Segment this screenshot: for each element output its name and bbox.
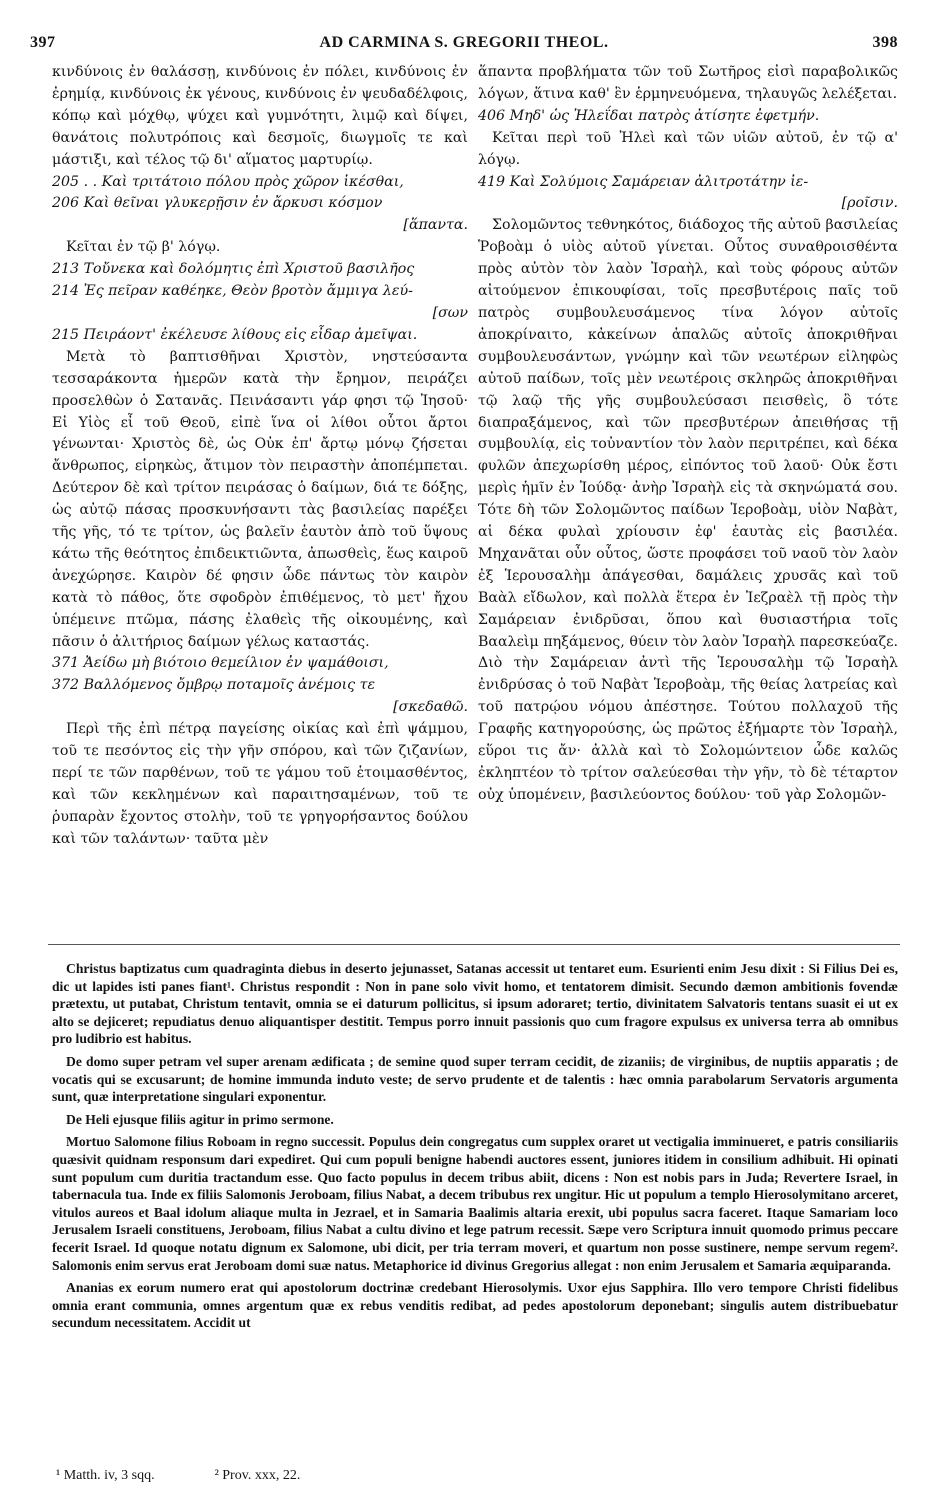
- verse-line: 371 Ἀείδω μὴ βιότοιο θεμείλιον ἐν ψαμάθοισι,: [52, 655, 389, 672]
- footnote: ² Prov. xxx, 22.: [214, 1468, 301, 1483]
- verse-line: 215 Πειράοντ' ἐκέλευσε λίθους εἰς εἶδαρ ἀμεῖψαι.: [52, 326, 418, 343]
- verse-continuation: [σκεδαθῶ.: [393, 699, 468, 716]
- greek-column-left: [52, 62, 468, 851]
- commentary-paragraph: Κεῖται ἐν τῷ β' λόγῳ.: [66, 239, 221, 256]
- verse-line: 206 Καὶ θεῖναι γλυκερῇσιν ἐν ἄρκυσι κόσμον: [52, 195, 383, 212]
- commentary-paragraph: ἅπαντα προβλήματα τῶν τοῦ Σωτῆρος εἰσὶ παραβολικῶς λόγων, ἅτινα καθ' ἓν ἑρμηνευόμενα, τηλαυγῶς λελέξεται.: [478, 64, 898, 102]
- footnotes: [56, 1468, 656, 1484]
- latin-paragraph: Mortuo Salomone filius Roboam in regno successit. Populus dein congregatus cum supplex oraret ut vectigalia imminueret, e patris consiliariis quæsivit quidnam responsum dari expediret. Qui cum populi benigne habendi auctores essent, juniores itidem in consilium adhibuit. Hi opinati sunt populum cum duritia tractandum esse. Quo facto populus in decem tribus abiit, dicens : Non est nobis pars in Juda; Revertere Israel, in tabernacula tua. Inde ex filiis Salomonis Jeroboam, filius Nabat, a decem tribubus rex ungitur. Hic ut populum a templo Hierosolymitano arceret, vitulos aureos et Baal idolum aliaque multa in Jezrael, et in Samaria Baalimis altaria erexit, ubi populus sacra faceret. Itaque Samariam loco Jerusalem Israeli constituens, Jeroboam, filius Nabat a cultu divino et lege patrum recessit. Sæpe vero Scriptura innuit quomodo primus peccare fecerit Israel. Id quoque notatu dignum ex Salomone, ubi dicit, per tria terram moveri, et quartum non posse sustinere, nempe servum regem². Salomonis enim servus erat Jeroboam domi suæ natus. Metaphorice id divinus Gregorius allegat : non enim Jerusalem et Samaria æquiparanda.: [52, 1134, 898, 1273]
- commentary-paragraph: Σολομῶντος τεθνηκότος, διάδοχος τῆς αὐτοῦ βασιλείας Ῥοβοὰμ ὁ υἱὸς αὐτοῦ γίνεται. Οὗτος συναθροισθέντα πρὸς αὐτὸν τὸν λαὸν Ἰσραὴλ, καὶ τοὺς φόρους αὐτῶν αἰτούμενον ἐπικουφίσαι, τοῖς πρεσβυτέροις παῖς τοῦ πατρὸς συμβουλευσάμενος τίνα λόγον αὐτοῖς ἀποκρίναιτο, κἀκείνων ἁπαλῶς αὐτοῖς ἀποκριθῆναι συμβουλευσάντων, γνώμην καὶ τῶν νεωτέρων εἰληφὼς αὐτοῦ παίδων, τοῖς μὲν νεωτέροις σκληρῶς ἀποκριθῆναι τῷ λαῷ τῆς γῆς συμβουλεύσασι πεισθεὶς, ὃ τότε διαπραξάμενος, καὶ τῶν πρεσβυτέρων ἀπειθήσας τῇ συμβουλίᾳ, εἰς τοὐναντίον τὸν λαὸν περιτρέπει, καὶ δέκα φυλῶν ἀπεχωρίσθη μέρος, εἰπόντος τοῦ λαοῦ· Οὐκ ἔστι μερὶς ἡμῖν ἐν Ἰούδᾳ· ἀνὴρ Ἰσραὴλ εἰς τὰ σκηνώματά σου. Τότε δὴ τῶν Σολομῶντος παίδων Ἱεροβοὰμ, υἱὸν Ναβὰτ, αἱ δέκα φυλαὶ χρίουσιν ἐφ' ἑαυτὰς εἰς βασιλέα. Μηχανᾶται οὖν οὗτος, ὥστε προφάσει τοῦ ναοῦ τὸν λαὸν ἐξ Ἱερουσαλὴμ ἀπάγεσθαι, δαμάλεις χρυσᾶς καὶ τοῦ Βαὰλ εἴδωλον, καὶ πολλὰ ἕτερα ἐν Ἰεζραὲλ τῇ πρὸς τὴν Σαμάρειαν ἐνιδρῦσαι, ὅπου καὶ θυσιαστήρια τοῖς Βααλεὶμ πηξάμενος, θύειν τὸν λαὸν Ἰσραὴλ παρεσκεύαζε. Διὸ τὴν Σαμάρειαν ἀντὶ τῆς Ἱερουσαλὴμ τῷ Ἰσραὴλ ἐνιδρύσας ὁ τοῦ Ναβὰτ Ἱεροβοὰμ, τῆς θείας λατρείας καὶ τοῦ πατρῴου νόμου ἀπέστησε. Τούτου πολλαχοῦ τῆς Γραφῆς κατηγορούσης, ὡς πρῶτος ἐξήμαρτε τὸν Ἰσραὴλ, εὕροι τις ἄν· ἀλλὰ καὶ τὸ Σολομώντειον ὧδε καλῶς ἐκληπτέον τὸ τρίτον σαλεύεσθαι τὴν γῆν, τὸ δὲ τέταρτον οὐχ ὑπομένειν, βασιλεύοντος δούλου· τοῦ γὰρ Σολομῶν-: [478, 217, 898, 803]
- page-number-right: 398: [872, 34, 898, 51]
- commentary-paragraph: Περὶ τῆς ἐπὶ πέτρᾳ παγείσης οἰκίας καὶ ἐπὶ ψάμμου, τοῦ τε πεσόντος εἰς τὴν γῆν σπόρου, καὶ τῶν ζιζανίων, περί τε τῶν παρθένων, τοῦ τε γάμου τοῦ ἑτοιμασθέντος, καὶ τῶν κεκλημένων καὶ παραιτησαμένων, τοῦ τε ῥυπαρὰν ἔχοντος στολὴν, τοῦ τε γρηγορήσαντος δούλου καὶ τῶν ταλάντων· ταῦτα μὲν: [52, 721, 468, 847]
- page-number-left: 397: [30, 34, 56, 51]
- running-header: [30, 34, 898, 56]
- section-divider: [48, 944, 900, 945]
- commentary-paragraph: κινδύνοις ἐν θαλάσσῃ, κινδύνοις ἐν πόλει, κινδύνοις ἐν ἐρημίᾳ, κινδύνοις ἐκ γένους, κινδύνοις ἐν ψευδαδέλφοις, κόπῳ καὶ μόχθῳ, ψύχει καὶ γυμνότητι, λιμῷ καὶ δίψει, θανάτοις πολυτρόποις καὶ δεσμοῖς, διωγμοῖς τε καὶ μάστιξι, καὶ τέλος τῷ δι' αἵματος μαρτυρίῳ.: [52, 64, 468, 168]
- verse-line: 214 Ἐς πεῖραν καθέηκε, Θεὸν βροτὸν ἄμμιγα λεύ-: [52, 283, 413, 300]
- verse-continuation: [ροῖσιν.: [841, 195, 898, 212]
- latin-translation: [52, 960, 898, 1337]
- verse-line: 205 . . Καὶ τριτάτοιο πόλου πρὸς χῶρον ἱκέσθαι,: [52, 173, 404, 190]
- commentary-paragraph: Μετὰ τὸ βαπτισθῆναι Χριστὸν, νηστεύσαντα τεσσαράκοντα ἡμερῶν κατὰ τὴν ἔρημον, πειράζει προσελθὼν ὁ Σατανᾶς. Πεινάσαντι γάρ φησι τῷ Ἰησοῦ· Εἰ Υἱὸς εἶ τοῦ Θεοῦ, εἰπὲ ἵνα οἱ λίθοι οὗτοι ἄρτοι γένωνται· Χριστὸς δὲ, ὡς Οὐκ ἐπ' ἄρτῳ μόνῳ ζήσεται ἄνθρωπος, εἰρηκὼς, ἄτιμον τὸν πειραστὴν ἀποπέμπεται. Δεύτερον δὲ καὶ τρίτον πειράσας ὁ δαίμων, διά τε δόξης, ὡς αὐτῷ πάσας προσκυνήσαντι τὰς βασιλείας παρέξει τῆς γῆς, τό τε τρίτον, ὡς βαλεῖν ἑαυτὸν ἀπὸ τοῦ ὕψους κάτω τῆς θεότητος ἐπιδεικτιῶντα, ἀπωσθεὶς, ἕως καιροῦ ἀνεχώρησε. Καιρὸν δέ φησιν ὧδε πάντως τὸν καιρὸν κατὰ τὸ πάθος, ὅτε σφοδρὸν ἐπιθέμενος, τὸ μετ' ἤχου ὑπέμεινε πτῶμα, πάσης ἐλαθεὶς τῆς οἰκουμένης, καὶ πᾶσιν ὁ ἀλιτήριος δαίμων γέλως καταστάς.: [52, 348, 468, 650]
- verse-continuation: [ἅπαντα.: [403, 217, 468, 234]
- verse-line: 419 Καὶ Σολύμοις Σαμάρειαν ἀλιτροτάτην ἱε-: [478, 173, 809, 190]
- footnote: ¹ Matth. iv, 3 sqq.: [56, 1468, 155, 1483]
- verse-line: 372 Βαλλόμενος ὄμβρῳ ποταμοῖς ἀνέμοις τε: [52, 677, 376, 694]
- verse-line: 406 Μηδ' ὡς Ἠλεΐδαι πατρὸς ἀτίσητε ἐφετμήν.: [478, 107, 820, 124]
- latin-paragraph: Christus baptizatus cum quadraginta diebus in deserto jejunasset, Satanas accessit ut tentaret eum. Esurienti enim Jesu dixit : Si Filius Dei es, dic ut lapides isti panes fiant¹. Christus respondit : Non in pane solo vivit homo, et tentatorem dimisit. Secundo dæmon ambitionis fovendæ prætextu, ut putabat, Christum tentavit, omnia se ei daturum pollicitus, si ipsum adoraret; tertio, divinitatem Salvatoris tentans suasit ei ut ex alto se dejiceret; repudiatus denuo aliquantisper destitit. Tempus porro innuit passionis quo cum fragore expulsus ex universa terra ab omnibus pro ludibrio est habitus.: [52, 961, 898, 1047]
- latin-paragraph: De Heli ejusque filiis agitur in primo sermone.: [66, 1111, 334, 1127]
- latin-paragraph: De domo super petram vel super arenam ædificata ; de semine quod super terram cecidit, de zizaniis; de virginibus, de nuptiis apparatis ; de vocatis qui se excusarunt; de homine immunda induto veste; de servo prudente et de talentis : hæc omnia parabolarum Servatoris argumenta sunt, quæ interpretatione singulari exponentur.: [52, 1053, 898, 1105]
- commentary-paragraph: Κεῖται περὶ τοῦ Ἠλεὶ καὶ τῶν υἱῶν αὐτοῦ, ἐν τῷ α' λόγῳ.: [478, 129, 898, 168]
- greek-column-right: [478, 62, 898, 807]
- verse-line: 213 Τοὔνεκα καὶ δολόμητις ἐπὶ Χριστοῦ βασιλῆος: [52, 261, 415, 278]
- latin-paragraph: Ananias ex eorum numero erat qui apostolorum doctrinæ credebant Hierosolymis. Uxor ejus Sapphira. Illo vero tempore Christi fidelibus omnia erant communia, omnes argentum quæ ex rebus venditis redibat, ad pedes apostolorum deponebant; singulis autem distribuebatur secundum necessitatem. Accidit ut: [52, 1280, 898, 1331]
- running-title: AD CARMINA S. GREGORII THEOL.: [319, 34, 609, 51]
- verse-continuation: [σων: [432, 304, 468, 321]
